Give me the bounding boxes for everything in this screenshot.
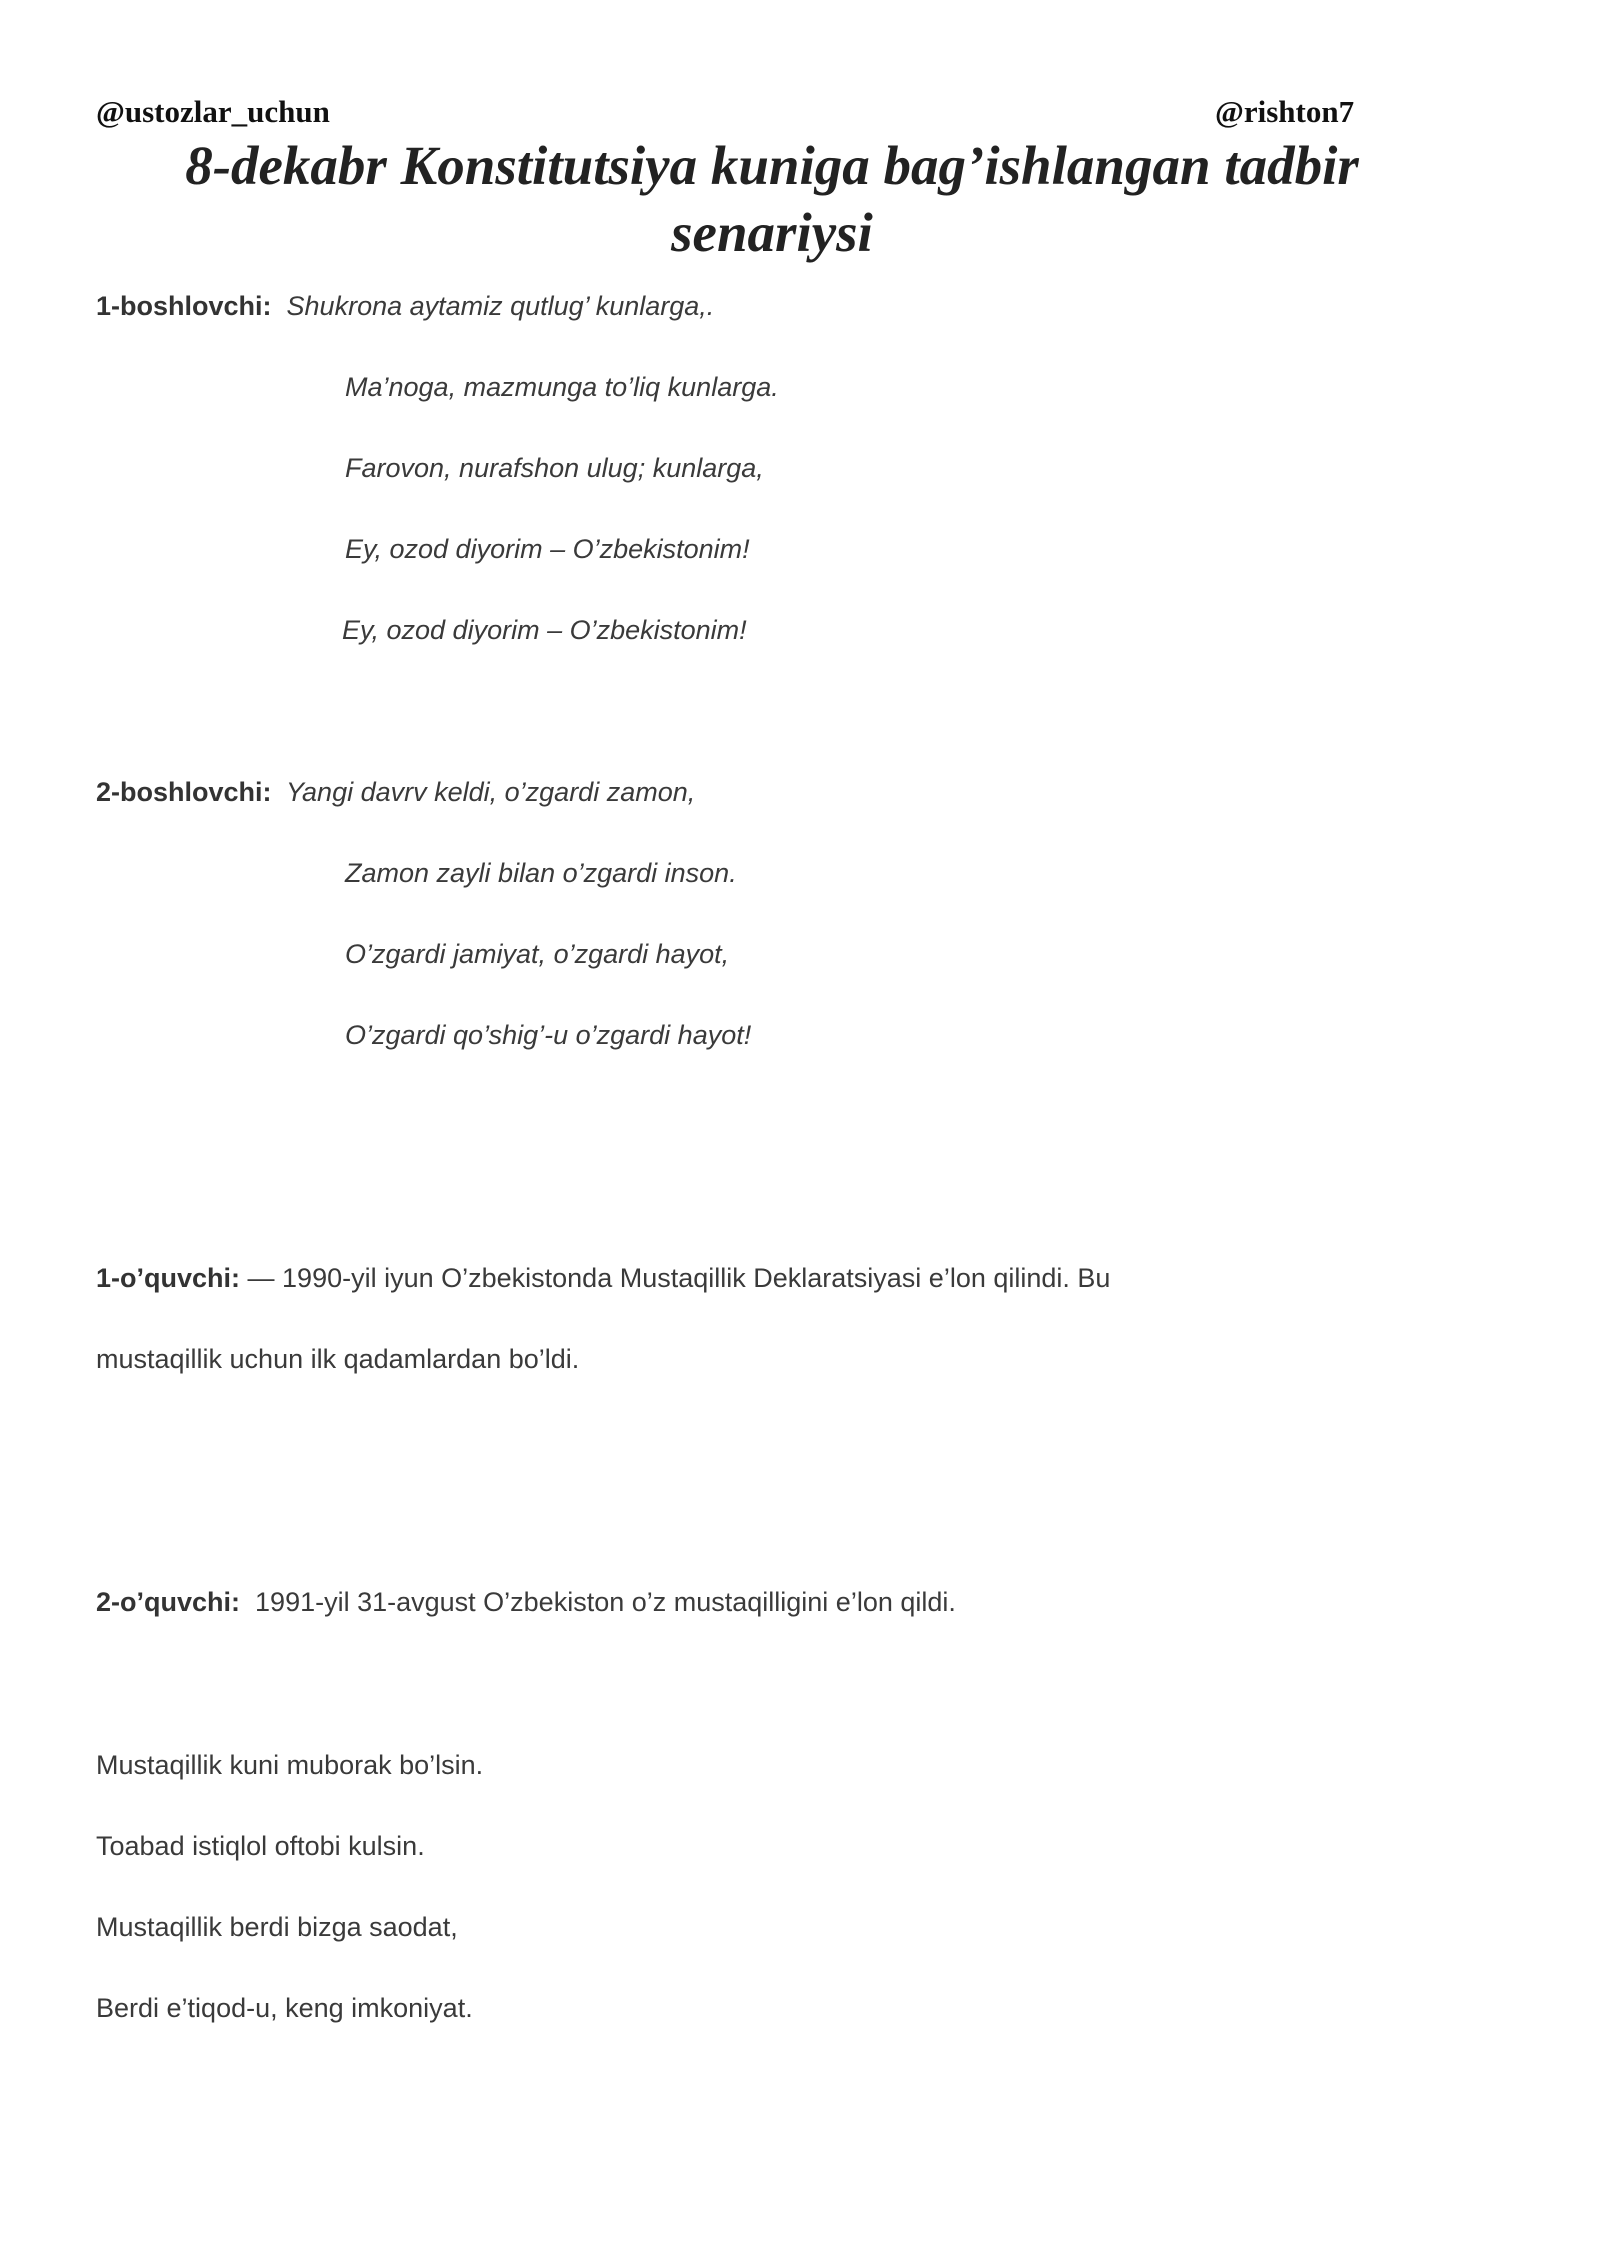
closing-verse-line: Mustaqillik kuni muborak bo’lsin. [96, 1750, 484, 1780]
reader2-text: 1991-yil 31-avgust O’zbekiston o’z mustaqilligini e’lon qildi. [255, 1587, 956, 1617]
title-line-1: 8-dekabr Konstitutsiya kuniga bag’ishlangan tadbir [185, 135, 1359, 196]
reader2-line [96, 1585, 956, 1619]
closing-verse-line: Toabad istiqlol oftobi kulsin. [96, 1831, 425, 1861]
host1-verse-line: Ey, ozod diyorim – O’zbekistonim! [345, 534, 750, 564]
host2-verse-line: Yangi davrv keldi, o’zgardi zamon, [286, 777, 696, 807]
host2-verse-line: Zamon zayli bilan o’zgardi inson. [345, 858, 737, 888]
reader1-first-line [96, 1261, 1110, 1295]
host2-verse-line: O’zgardi jamiyat, o’zgardi hayot, [345, 939, 730, 969]
reader1-speaker: 1-o’quvchi: [96, 1263, 241, 1293]
host1-first-line [96, 289, 714, 323]
host1-speaker: 1-boshlovchi: [96, 291, 272, 321]
reader2-speaker: 2-o’quvchi: [96, 1587, 241, 1617]
host1-verse-line: Shukrona aytamiz qutlug’ kunlarga,. [286, 291, 715, 321]
reader1-text-continued: mustaqillik uchun ilk qadamlardan bo’ldi. [96, 1344, 580, 1374]
host2-speaker: 2-boshlovchi: [96, 777, 272, 807]
document-title [96, 132, 1448, 266]
reader1-text: — 1990-yil iyun O’zbekistonda Mustaqillik Deklaratsiyasi e’lon qilindi. Bu [247, 1263, 1111, 1293]
channel-handle-right: @rishton7 [1215, 94, 1355, 129]
host1-verse-line: Farovon, nurafshon ulug; kunlarga, [345, 453, 764, 483]
host2-first-line [96, 775, 695, 809]
closing-verse-line: Berdi e’tiqod-u, keng imkoniyat. [96, 1993, 473, 2023]
host1-verse-line: Ey, ozod diyorim – O’zbekistonim! [342, 615, 747, 645]
title-line-2: senariysi [671, 202, 873, 263]
host1-verse-line: Ma’noga, mazmunga to’liq kunlarga. [345, 372, 779, 402]
channel-handle-left: @ustozlar_uchun [96, 94, 330, 129]
closing-verse-line: Mustaqillik berdi bizga saodat, [96, 1912, 458, 1942]
host2-verse-line: O’zgardi qo’shig’-u o’zgardi hayot! [345, 1020, 752, 1050]
